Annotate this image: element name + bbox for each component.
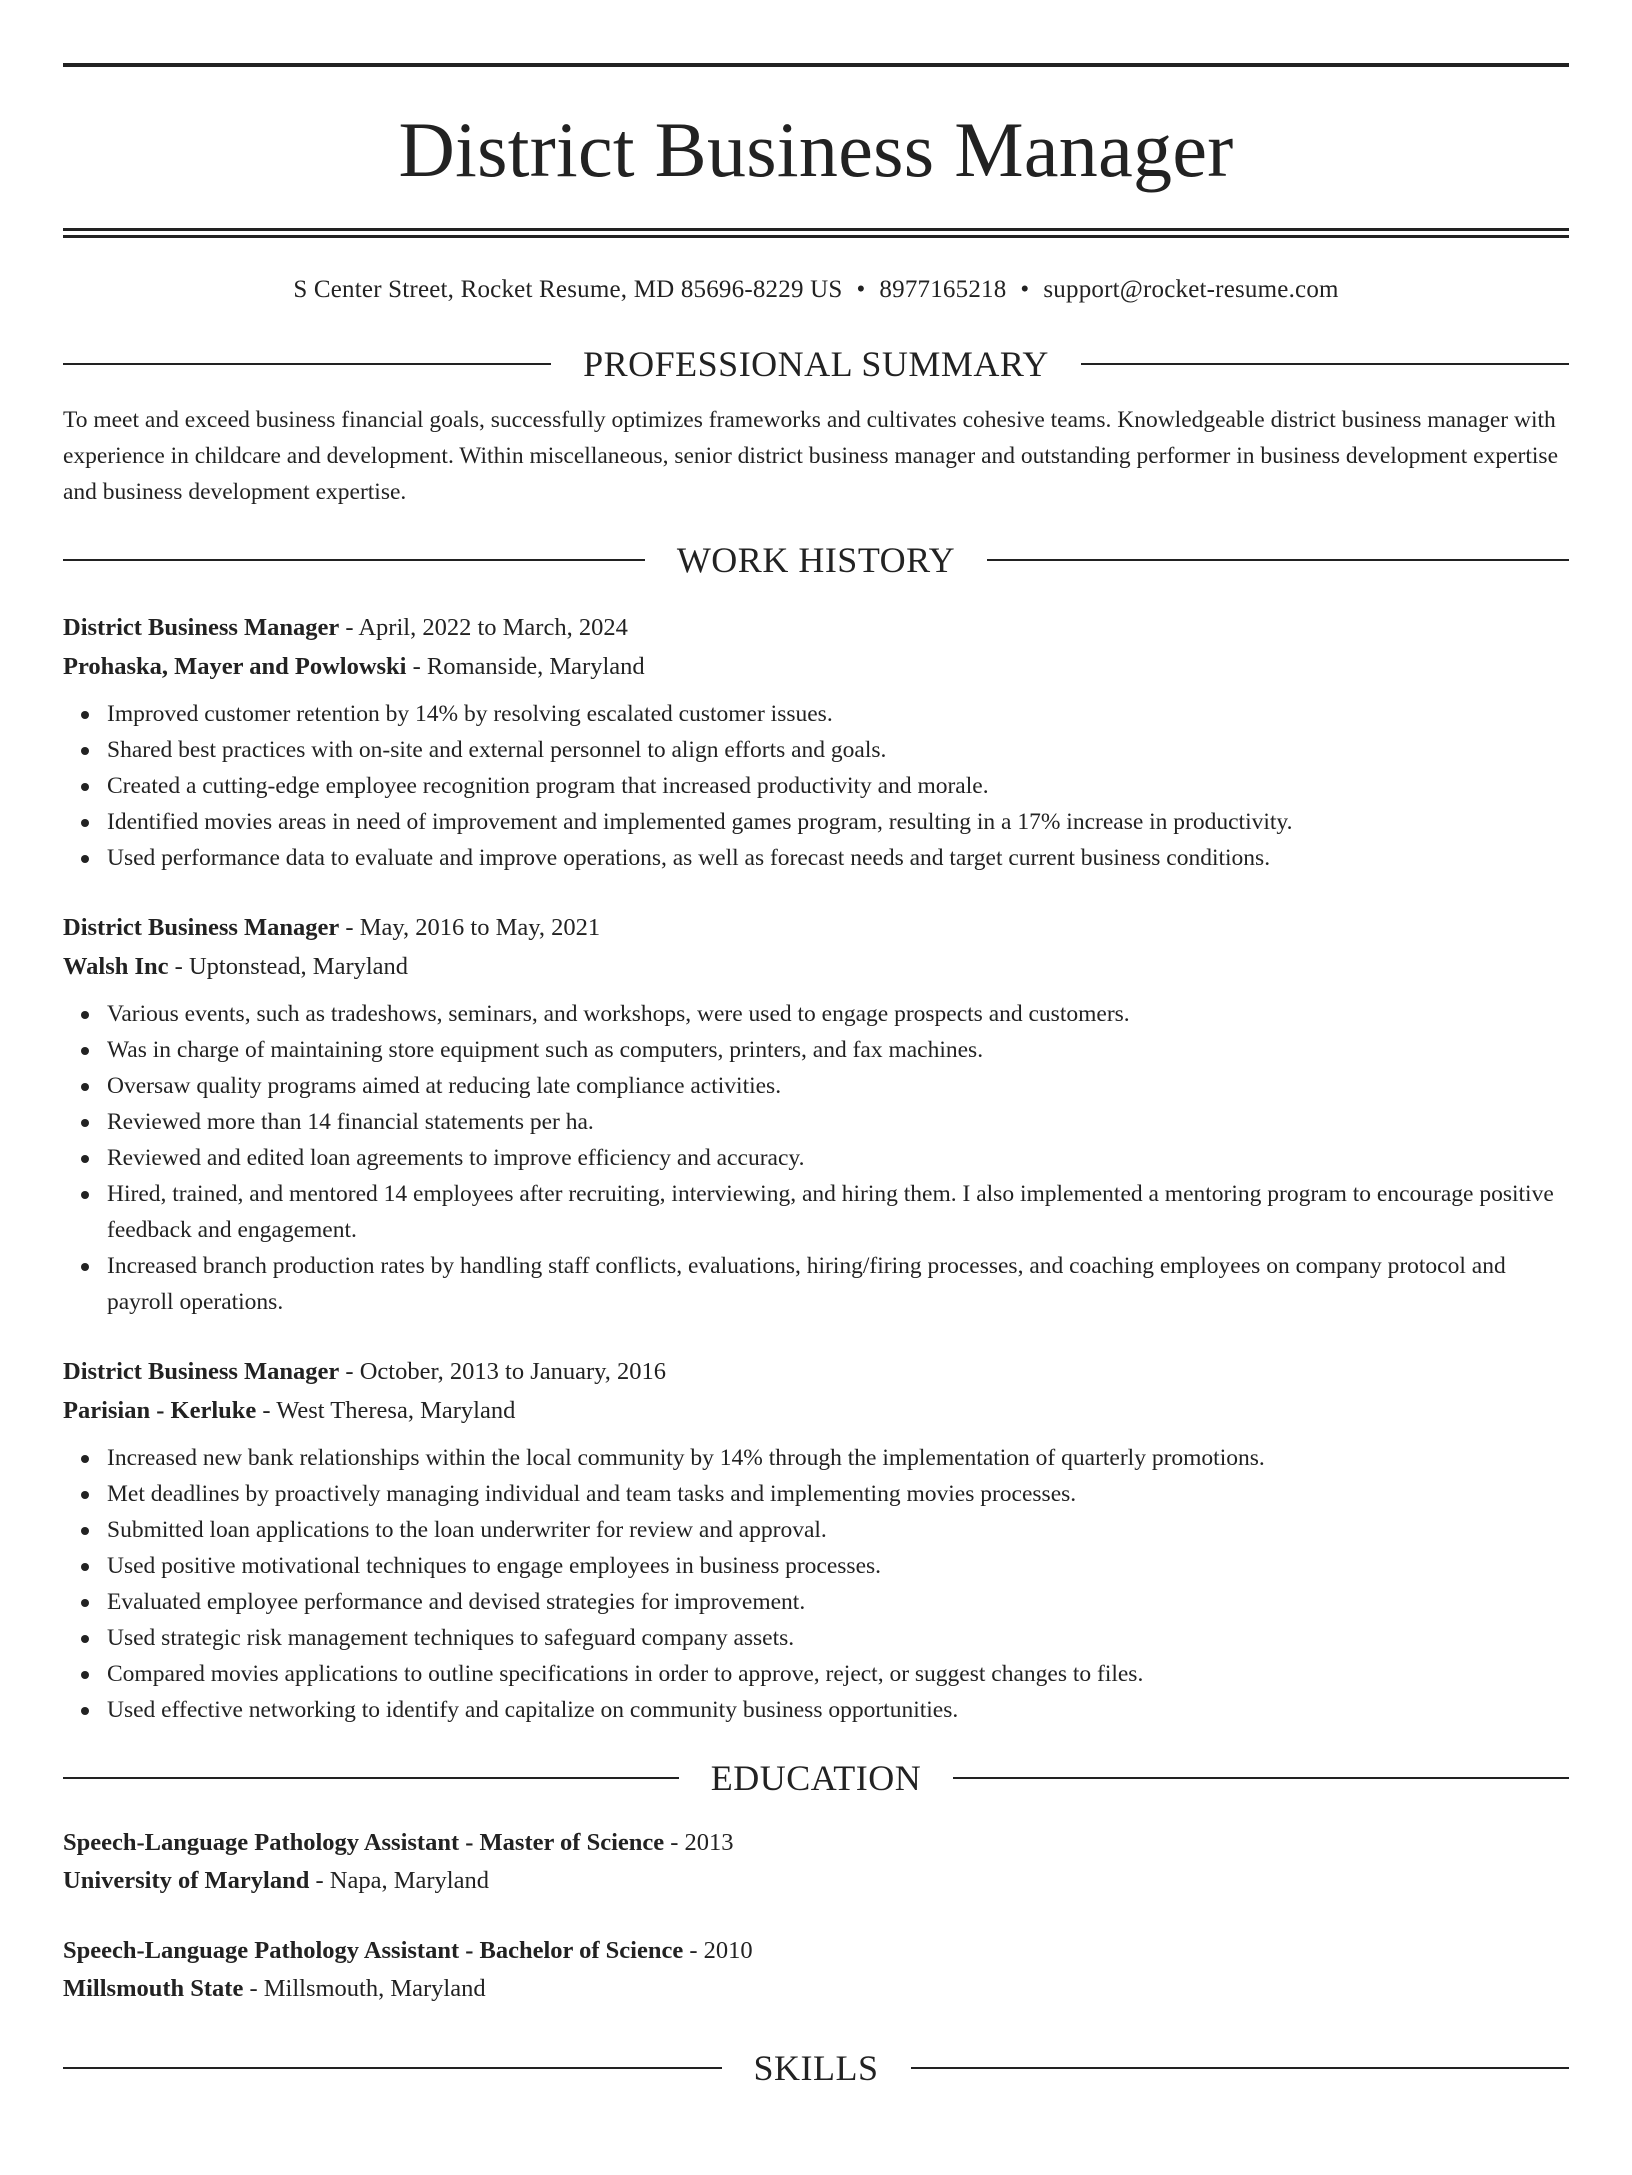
work-history-list xyxy=(63,608,1569,1728)
job-bullet: Shared best practices with on-site and external personnel to align efforts and goals. xyxy=(107,732,1569,768)
job-entry xyxy=(63,908,1569,1320)
heading-rule-left xyxy=(63,2067,722,2069)
job-bullet: Oversaw quality programs aimed at reducing late compliance activities. xyxy=(107,1068,1569,1104)
contact-email: support@rocket-resume.com xyxy=(1043,276,1339,303)
job-dates: - October, 2013 to January, 2016 xyxy=(339,1358,667,1385)
header-double-rule xyxy=(63,228,1569,238)
job-dates: - May, 2016 to May, 2021 xyxy=(339,914,601,941)
job-bullet: Used effective networking to identify and capitalize on community business opportunities. xyxy=(107,1692,1569,1728)
work-section-heading xyxy=(63,538,1569,582)
education-degree-line xyxy=(63,1932,1569,1970)
summary-text: To meet and exceed business financial goals, successfully optimizes frameworks and cultivates cohesive teams. Knowledgeable district business manager with experience in childcare and development. Within miscellaneous, senior district business manager and outstanding performer in business development expertise and business development expertise. xyxy=(63,407,1559,505)
education-entry xyxy=(63,1932,1569,2008)
contact-line xyxy=(63,274,1569,306)
job-bullet: Evaluated employee performance and devised strategies for improvement. xyxy=(107,1584,1569,1620)
job-entry xyxy=(63,1352,1569,1728)
skills-heading-label: SKILLS xyxy=(753,2048,879,2088)
heading-rule-right xyxy=(953,1777,1569,1779)
job-bullet: Used strategic risk management techniques to safeguard company assets. xyxy=(107,1620,1569,1656)
work-heading-label: WORK HISTORY xyxy=(676,540,956,580)
education-degree: Speech-Language Pathology Assistant - Bachelor of Science xyxy=(63,1937,684,1964)
summary-heading-label: PROFESSIONAL SUMMARY xyxy=(583,344,1049,384)
job-title: District Business Manager xyxy=(63,614,340,641)
job-bullet: Improved customer retention by 14% by resolving escalated customer issues. xyxy=(107,696,1569,732)
contact-address: S Center Street, Rocket Resume, MD 85696-8229 US xyxy=(293,276,843,303)
job-title-line xyxy=(63,608,1569,647)
contact-separator: • xyxy=(1020,276,1030,303)
job-bullet: Reviewed and edited loan agreements to improve efficiency and accuracy. xyxy=(107,1140,1569,1176)
job-company-line xyxy=(63,647,1569,686)
job-bullet: Reviewed more than 14 financial statements per ha. xyxy=(107,1104,1569,1140)
job-company: Walsh Inc xyxy=(63,953,169,980)
job-bullet: Identified movies areas in need of improvement and implemented games program, resulting in a 17% increase in productivity. xyxy=(107,804,1569,840)
job-title: District Business Manager xyxy=(63,914,340,941)
education-heading-label: EDUCATION xyxy=(710,1758,922,1798)
education-location: - Napa, Maryland xyxy=(309,1867,489,1894)
heading-rule-left xyxy=(63,1777,679,1779)
contact-separator: • xyxy=(856,276,866,303)
job-bullet: Increased branch production rates by handling staff conflicts, evaluations, hiring/firing processes, and coaching employees on company protocol and payroll operations. xyxy=(107,1248,1569,1320)
job-bullet: Increased new bank relationships within the local community by 14% through the implementation of quarterly promotions. xyxy=(107,1440,1569,1476)
job-bullet-list xyxy=(63,1440,1569,1728)
heading-rule-right xyxy=(911,2067,1570,2069)
job-company-line xyxy=(63,947,1569,986)
job-bullet: Hired, trained, and mentored 14 employees after recruiting, interviewing, and hiring them. I also implemented a mentoring program to encourage positive feedback and engagement. xyxy=(107,1176,1569,1248)
heading-rule-right xyxy=(1081,363,1569,365)
job-bullet: Met deadlines by proactively managing individual and team tasks and implementing movies processes. xyxy=(107,1476,1569,1512)
education-school-line xyxy=(63,1970,1569,2008)
job-bullet: Compared movies applications to outline specifications in order to approve, reject, or suggest changes to files. xyxy=(107,1656,1569,1692)
education-year: - 2013 xyxy=(664,1829,734,1856)
education-entry xyxy=(63,1824,1569,1900)
education-year: - 2010 xyxy=(683,1937,753,1964)
education-school: University of Maryland xyxy=(63,1867,310,1894)
page-title: District Business Manager xyxy=(398,106,1234,193)
contact-phone: 8977165218 xyxy=(879,276,1007,303)
summary-section-heading xyxy=(63,342,1569,386)
job-location: - Uptonstead, Maryland xyxy=(168,953,409,980)
job-bullet: Used positive motivational techniques to engage employees in business processes. xyxy=(107,1548,1569,1584)
education-section-heading xyxy=(63,1756,1569,1800)
job-location: - West Theresa, Maryland xyxy=(256,1397,516,1424)
job-bullet: Was in charge of maintaining store equipment such as computers, printers, and fax machines. xyxy=(107,1032,1569,1068)
heading-rule-left xyxy=(63,363,551,365)
heading-rule-right xyxy=(987,559,1569,561)
job-bullet: Various events, such as tradeshows, seminars, and workshops, were used to engage prospects and customers. xyxy=(107,996,1569,1032)
job-company-line xyxy=(63,1391,1569,1430)
job-company: Parisian - Kerluke xyxy=(63,1397,257,1424)
job-title-line xyxy=(63,908,1569,947)
job-title: District Business Manager xyxy=(63,1358,340,1385)
education-degree-line xyxy=(63,1824,1569,1862)
resume-page xyxy=(0,63,1632,2175)
job-dates: - April, 2022 to March, 2024 xyxy=(339,614,628,641)
education-degree: Speech-Language Pathology Assistant - Master of Science xyxy=(63,1829,665,1856)
job-bullet: Used performance data to evaluate and improve operations, as well as forecast needs and target current business conditions. xyxy=(107,840,1569,876)
education-school-line xyxy=(63,1862,1569,1900)
job-bullet: Submitted loan applications to the loan underwriter for review and approval. xyxy=(107,1512,1569,1548)
job-location: - Romanside, Maryland xyxy=(406,653,645,680)
job-bullet-list xyxy=(63,696,1569,876)
job-entry xyxy=(63,608,1569,876)
job-bullet-list xyxy=(63,996,1569,1320)
header-top-rule xyxy=(63,63,1569,67)
skills-section-heading xyxy=(63,2046,1569,2090)
job-title-line xyxy=(63,1352,1569,1391)
education-list xyxy=(63,1824,1569,2008)
education-school: Millsmouth State xyxy=(63,1975,244,2002)
education-location: - Millsmouth, Maryland xyxy=(243,1975,486,2002)
heading-rule-left xyxy=(63,559,645,561)
job-company: Prohaska, Mayer and Powlowski xyxy=(63,653,407,680)
job-bullet: Created a cutting-edge employee recognition program that increased productivity and morale. xyxy=(107,768,1569,804)
